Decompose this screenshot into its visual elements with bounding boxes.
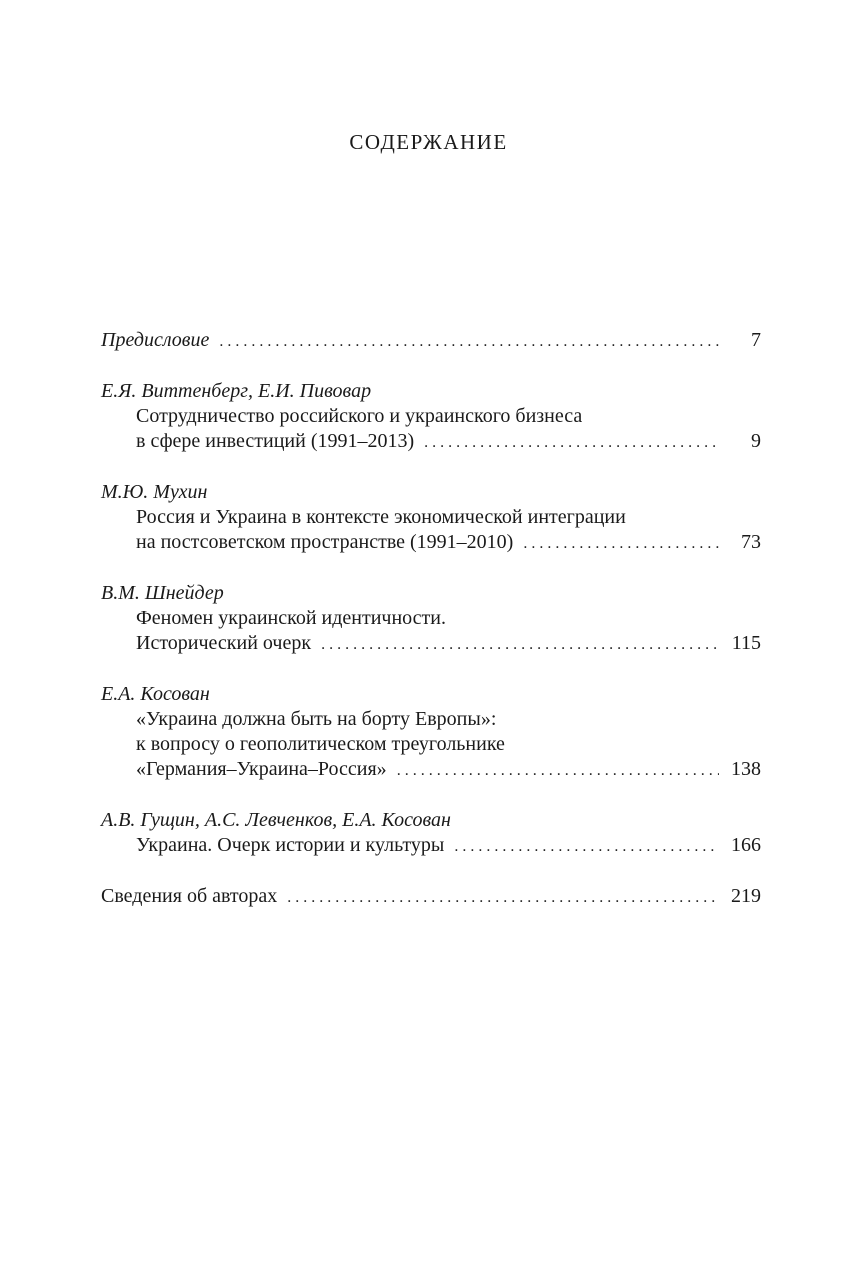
toc-entry-author: А.В. Гущин, А.С. Левченков, Е.А. Косован xyxy=(101,809,451,831)
dot-leader xyxy=(219,329,719,354)
toc-page-number: 73 xyxy=(741,531,761,553)
toc-entry-title-line: Россия и Украина в контексте экономической интеграции xyxy=(136,506,626,528)
toc-entry-line xyxy=(101,429,761,455)
dot-leader xyxy=(287,885,719,910)
toc-entry-line xyxy=(101,631,761,657)
toc-entry-preface[interactable] xyxy=(101,328,761,354)
toc-page-number: 138 xyxy=(731,758,761,780)
toc-page-number: 166 xyxy=(731,834,761,856)
toc-entry-title: на постсоветском пространстве (1991–2010) xyxy=(136,531,514,553)
toc-entry-author: Е.Я. Виттенберг, Е.И. Пивовар xyxy=(101,380,372,402)
toc-entry-title: в сфере инвестиций (1991–2013) xyxy=(136,430,415,452)
toc-entry-about-authors[interactable] xyxy=(101,884,761,910)
dot-leader xyxy=(424,430,719,455)
toc-entry-title-line: Сотрудничество российского и украинского бизнеса xyxy=(136,405,583,427)
toc-entry-line xyxy=(101,757,761,783)
dot-leader xyxy=(397,758,719,783)
dot-leader xyxy=(321,632,719,657)
toc-entry-line xyxy=(101,884,761,910)
table-of-contents xyxy=(101,328,761,910)
dot-leader xyxy=(523,531,719,556)
toc-entry-author: Е.А. Косован xyxy=(101,683,210,705)
toc-entry[interactable] xyxy=(101,480,761,556)
toc-page-number: 7 xyxy=(751,329,761,351)
toc-entry-title: Сведения об авторах xyxy=(101,885,278,907)
toc-entry[interactable] xyxy=(101,808,761,859)
toc-entry-title: «Германия–Украина–Россия» xyxy=(136,758,387,780)
toc-entry-line xyxy=(101,833,761,859)
toc-entry-title-line: «Украина должна быть на борту Европы»: xyxy=(136,708,497,730)
toc-entry[interactable] xyxy=(101,682,761,783)
toc-entry[interactable] xyxy=(101,581,761,657)
toc-page-number: 9 xyxy=(751,430,761,452)
toc-entry-title-line: Феномен украинской идентичности. xyxy=(136,607,446,629)
page-title: СОДЕРЖАНИЕ xyxy=(349,130,508,154)
toc-entry-author: М.Ю. Мухин xyxy=(101,481,208,503)
toc-page-number: 219 xyxy=(731,885,761,907)
toc-entry-title-line: к вопросу о геополитическом треугольнике xyxy=(136,733,505,755)
toc-entry[interactable] xyxy=(101,379,761,455)
toc-entry-title: Предисловие xyxy=(101,329,210,351)
toc-entry-line xyxy=(101,328,761,354)
toc-entry-title: Украина. Очерк истории и культуры xyxy=(136,834,445,856)
toc-page-number: 115 xyxy=(731,632,761,654)
toc-entry-author: В.М. Шнейдер xyxy=(101,582,224,604)
dot-leader xyxy=(454,834,719,859)
toc-entry-line xyxy=(101,530,761,556)
toc-entry-title: Исторический очерк xyxy=(136,632,312,654)
